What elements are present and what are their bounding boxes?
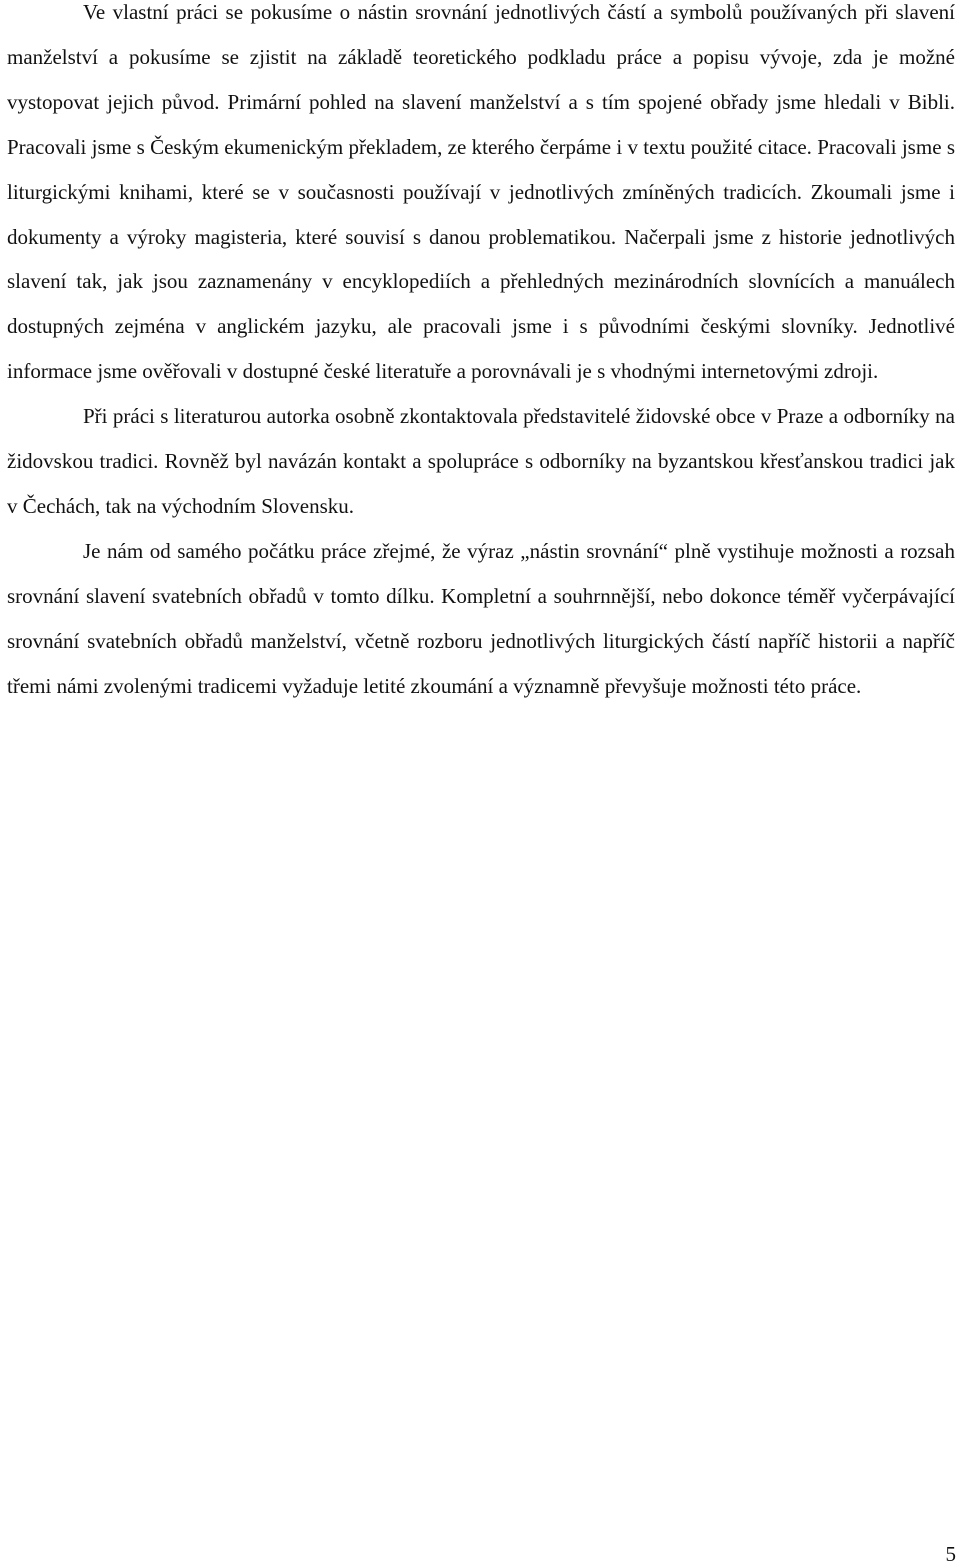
paragraph-contacts: Při práci s literaturou autorka osobně zkontaktovala představitelé židovské obce v Praze a odborníky na židovskou tradici. Rovněž byl navázán kontakt a spolupráce s odborníky na byzantskou křesťanskou tradici jak v Čechách, tak na východním Slovensku. — [7, 404, 955, 518]
paragraph-methods: Ve vlastní práci se pokusíme o nástin srovnání jednotlivých částí a symbolů používaných při slavení manželství a pokusíme se zjistit na základě teoretického podkladu práce a popisu vývoje, zda je možné vystopovat jejich původ. Primární pohled na slavení manželství a s tím spojené obřady jsme hledali v Bibli. Pracovali jsme s Českým ekumenickým překladem, ze kterého čerpáme i v textu použité citace. Pracovali jsme s liturgickými knihami, které se v současnosti používají v jednotlivých zmíněných tradicích. Zkoumali jsme i dokumenty a výroky magisteria, které souvisí s danou problematikou. Načerpali jsme z historie jednotlivých slavení tak, jak jsou zaznamenány v encyklopediích a přehledných mezinárodních slovnících a manuálech dostupných zejména v anglickém jazyku, ale pracovali jsme i s původními českými slovníky. Jednotlivé informace jsme ověřovali v dostupné české literatuře a porovnávali je s vhodnými internetovými zdroji. — [7, 0, 955, 384]
page-number: 5 — [945, 1542, 956, 1566]
paragraph-scope: Je nám od samého počátku práce zřejmé, že výraz „nástin srovnání“ plně vystihuje možnosti a rozsah srovnání slavení svatebních obřadů v tomto dílku. Kompletní a souhrnnější, nebo dokonce téměř vyčerpávající srovnání svatebních obřadů manželství, včetně rozboru jednotlivých liturgických částí napříč historii a napříč třemi námi zvolenými tradicemi vyžaduje letité zkoumání a významně převyšuje možnosti této práce. — [7, 538, 955, 698]
body-text — [7, 0, 955, 709]
